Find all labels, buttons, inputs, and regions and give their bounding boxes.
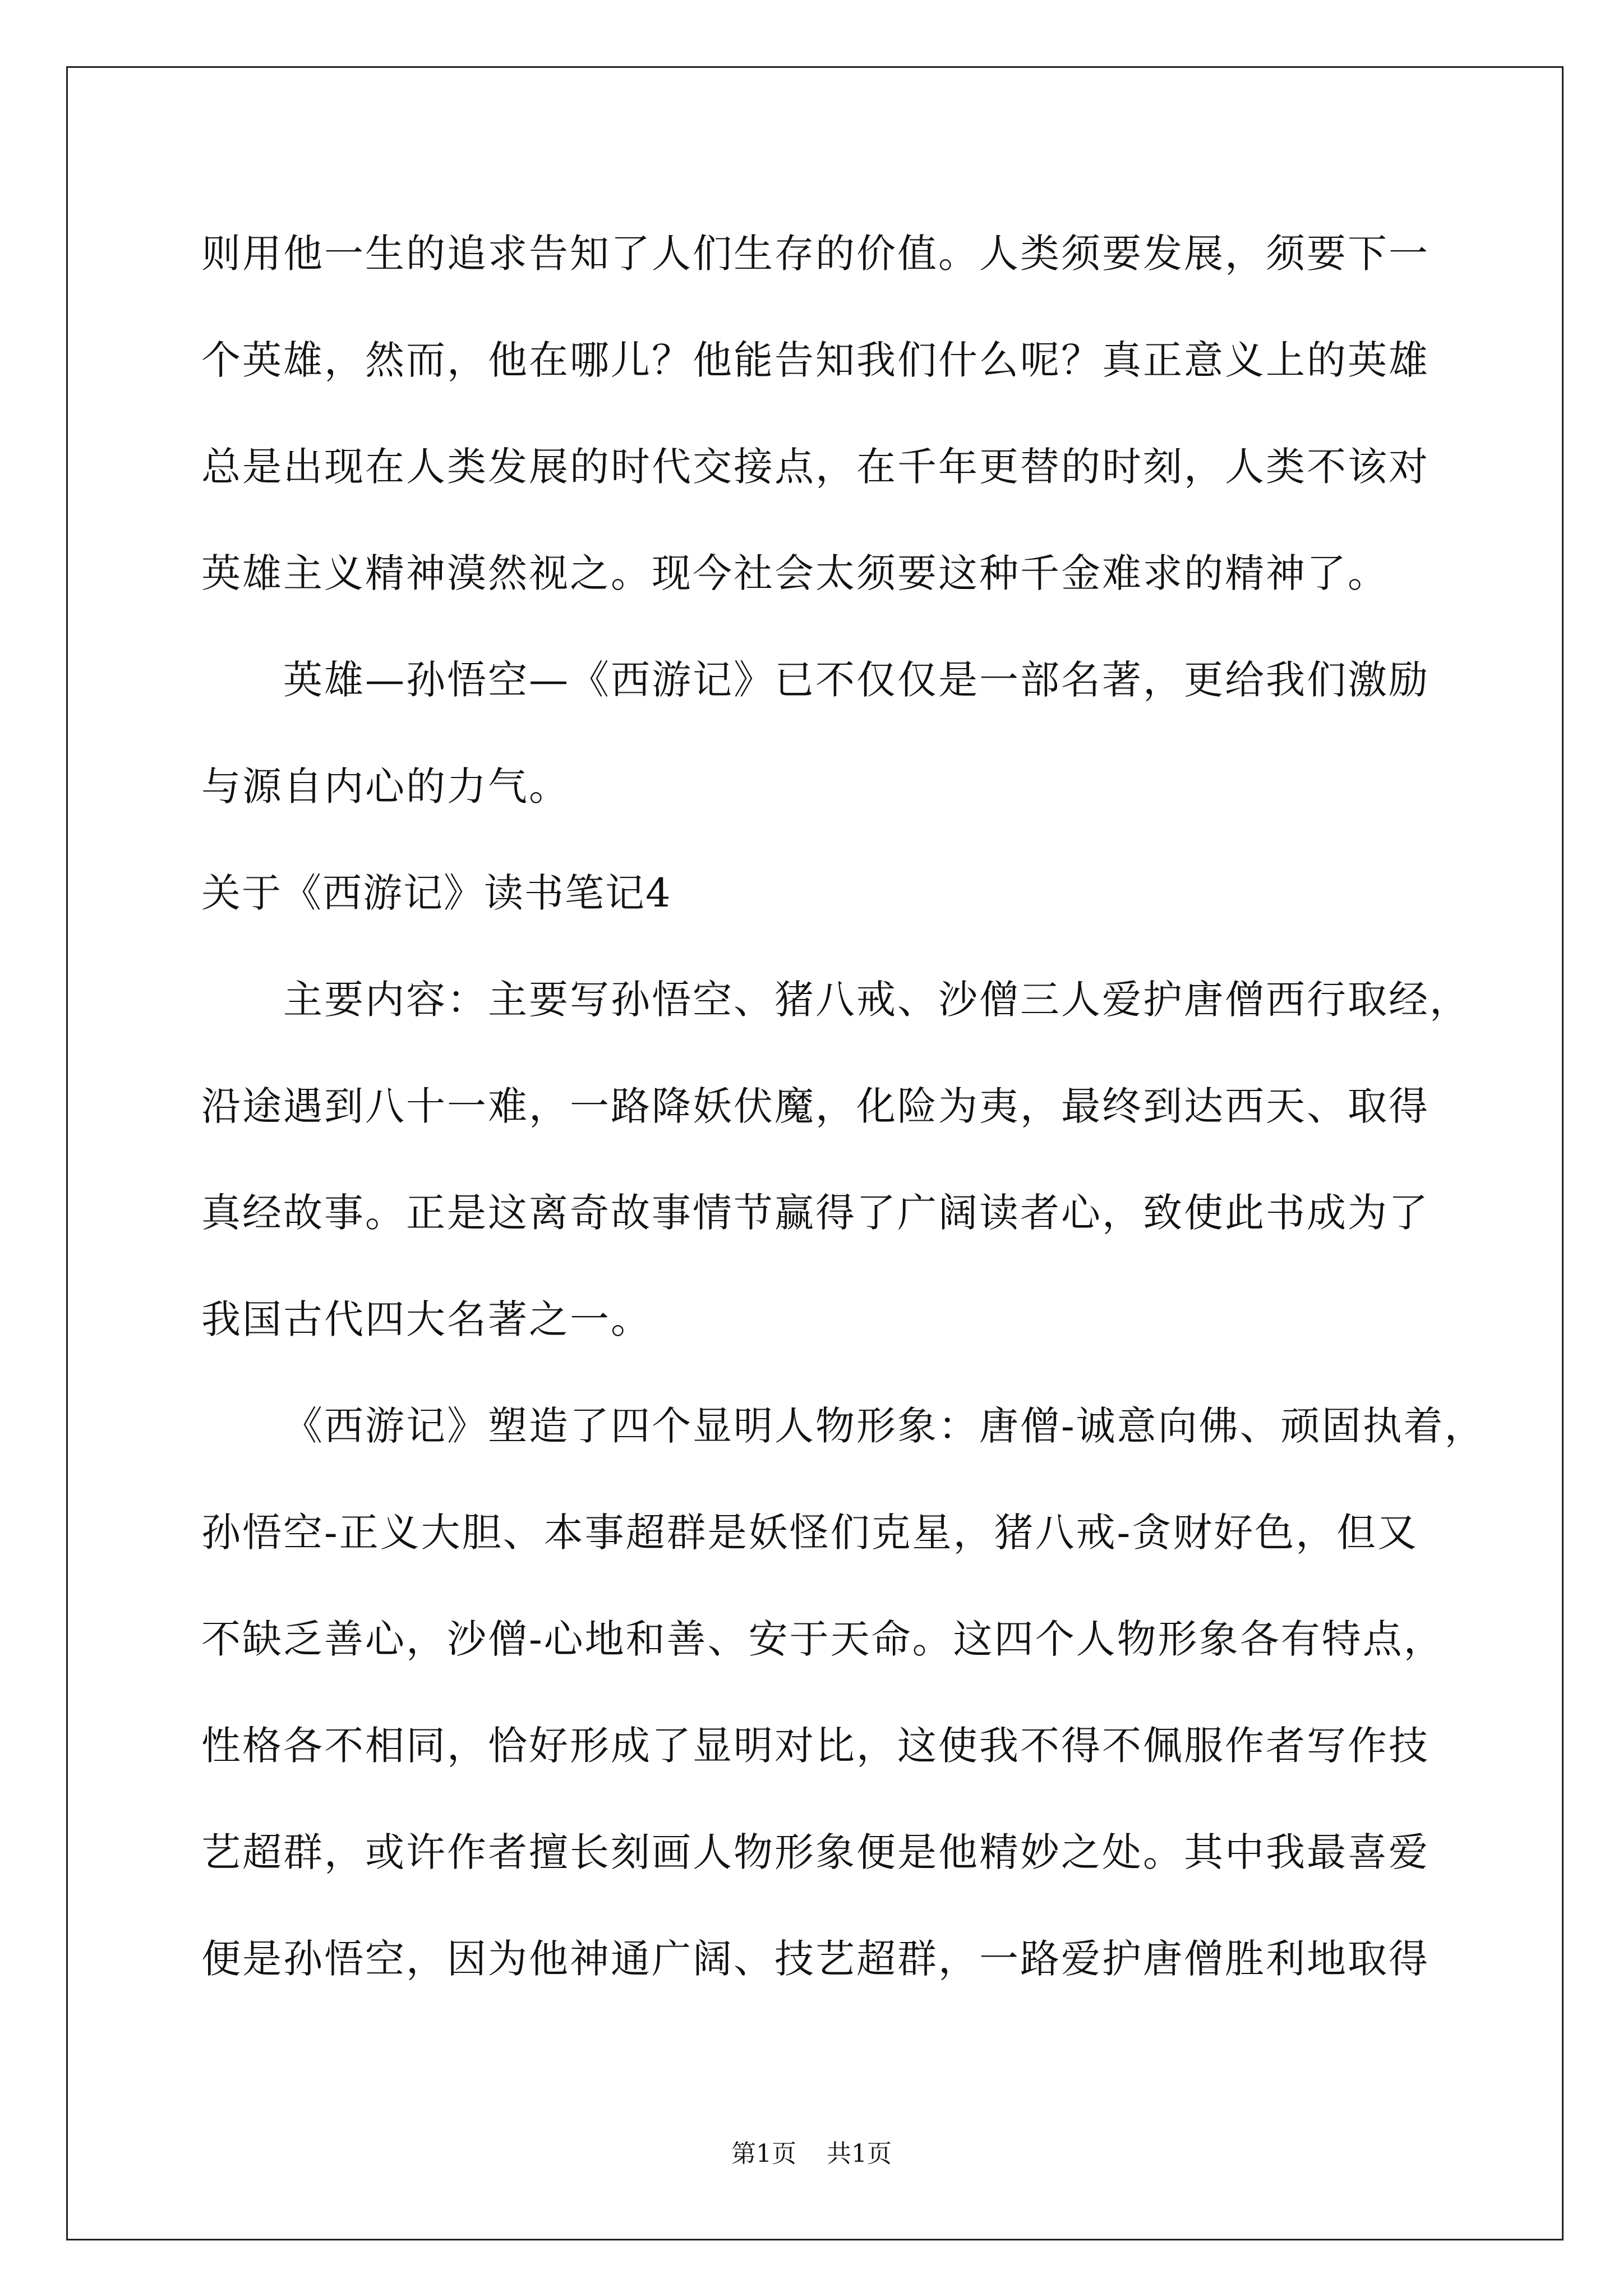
text-line: 我国古代四大名著之一。 <box>201 1296 652 1342</box>
text-line: 《西游记》塑造了四个显明人物形象：唐僧-诚意向佛、顽固执着， <box>283 1403 1486 1449</box>
section-title: 关于《西游记》读书笔记4 <box>201 870 672 916</box>
text-line: 不缺乏善心，沙僧-心地和善、安于天命。这四个人物形象各有特点， <box>201 1616 1445 1662</box>
paragraph <box>201 946 1508 1373</box>
text-line: 与源自内心的力气。 <box>201 763 570 809</box>
text-line: 个英雄，然而，他在哪儿？他能告知我们什么呢？真正意义上的英雄 <box>201 337 1430 383</box>
text-line: 英雄主义精神漠然视之。现今社会太须要这种千金难求的精神了。 <box>201 550 1389 596</box>
text-line: 则用他一生的追求告知了人们生存的价值。人类须要发展，须要下一 <box>201 231 1430 277</box>
text-line: 便是孙悟空，因为他神通广阔、技艺超群，一路爱护唐僧胜利地取得 <box>201 1936 1430 1982</box>
text-line: 主要内容：主要写孙悟空、猪八戒、沙僧三人爱护唐僧西行取经， <box>283 977 1470 1023</box>
text-line: 艺超群，或许作者擅长刻画人物形象便是他精妙之处。其中我最喜爱 <box>201 1829 1430 1875</box>
text-line: 沿途遇到八十一难，一路降妖伏魔，化险为夷，最终到达西天、取得 <box>201 1083 1430 1129</box>
paragraph <box>201 200 1508 627</box>
text-line: 总是出现在人类发展的时代交接点，在千年更替的时刻，人类不该对 <box>201 444 1430 490</box>
text-line: 英雄—孙悟空—《西游记》已不仅仅是一部名著，更给我们激励 <box>283 657 1430 703</box>
page-number: 第1页 <box>731 2139 796 2168</box>
text-line: 真经故事。正是这离奇故事情节赢得了广阔读者心，致使此书成为了 <box>201 1190 1430 1236</box>
paragraph <box>201 627 1508 840</box>
text-line: 孙悟空-正义大胆、本事超群是妖怪们克星，猪八戒-贪财好色，但又 <box>201 1510 1419 1556</box>
page-total: 共1页 <box>827 2139 892 2168</box>
page-footer <box>0 2138 1623 2170</box>
document-body <box>201 200 1508 2012</box>
text-line: 性格各不相同，恰好形成了显明对比，这使我不得不佩服作者写作技 <box>201 1723 1430 1769</box>
paragraph <box>201 1373 1508 2012</box>
